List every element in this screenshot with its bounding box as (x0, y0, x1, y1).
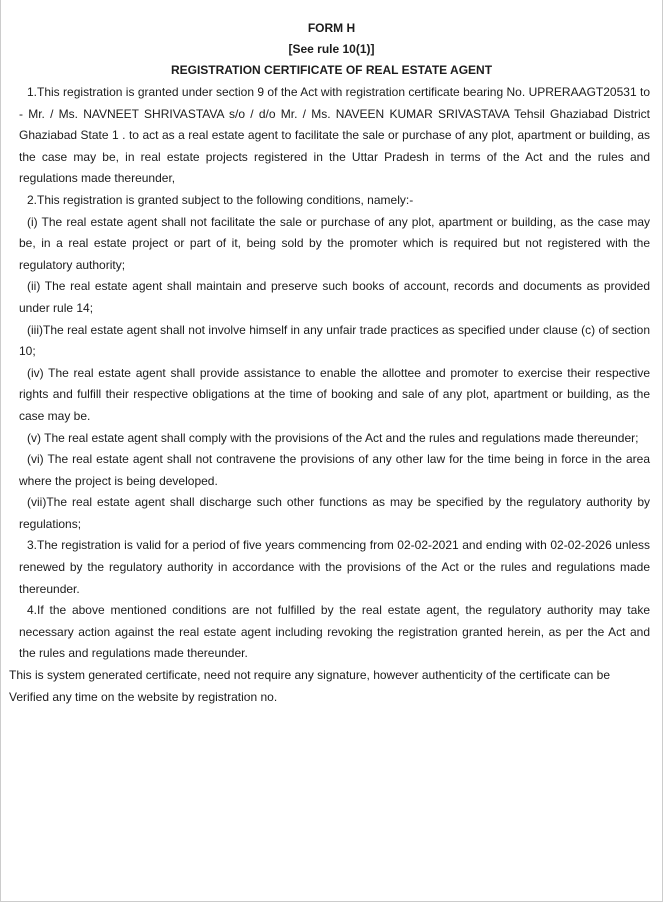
paragraph-condition-vii: (vii)The real estate agent shall discharge such other functions as may be specified by the regulatory authority by regulations; (19, 495, 650, 531)
paragraph-validity-period: 3.The registration is valid for a period of five years commencing from 02-02-2021 and ending with 02-02-2026 unless renewed by the regulatory authority in accordance with the provisions of the Act or the rules and regulations made thereunder. (19, 538, 650, 596)
system-generated-note: This is system generated certificate, need not require any signature, however authenticity of the certificate can be Verified any time on the website by registration no. (9, 668, 610, 704)
paragraph-condition-ii: (ii) The real estate agent shall maintain and preserve such books of account, records and documents as provided under rule 14; (19, 279, 650, 315)
paragraph-condition-v: (v) The real estate agent shall comply with the provisions of the Act and the rules and regulations made thereunder; (27, 430, 639, 445)
paragraph-registration-grant: 1.This registration is granted under section 9 of the Act with registration certificate bearing No. UPRERAAGT20531 to - Mr. / Ms. NAVNEET SHRIVASTAVA s/o / d/o Mr. / Ms. NAVEEN KUMAR SRIVASTAVA Tehsil Ghaziabad District Ghaziabad State 1 . to act as a real estate agent to facilitate the sale or purchase of any plot, apartment or building, as the case may be, in real estate projects registered in the Uttar Pradesh in terms of the Act and the rules and regulations made thereunder, (19, 85, 650, 186)
form-title: FORM H (307, 21, 356, 35)
paragraph-conditions-intro: 2.This registration is granted subject to the following conditions, namely:- (27, 192, 414, 207)
document-body (1, 81, 662, 708)
paragraph-condition-vi: (vi) The real estate agent shall not contravene the provisions of any other law for the time being in force in the area where the project is being developed. (19, 452, 650, 488)
paragraph-condition-iii: (iii)The real estate agent shall not involve himself in any unfair trade practices as specified under clause (c) of section 10; (19, 322, 650, 359)
rule-reference: [See rule 10(1)] (288, 42, 375, 56)
certificate-heading: REGISTRATION CERTIFICATE OF REAL ESTATE AGENT (170, 63, 493, 77)
paragraph-condition-iv: (iv) The real estate agent shall provide assistance to enable the allottee and promoter to exercise their respective rights and fulfill their respective obligations at the time of booking and sale of any plot, apartment or building, as the case may be. (19, 365, 650, 423)
paragraph-revocation: 4.If the above mentioned conditions are not fulfilled by the real estate agent, the regulatory authority may take necessary action against the real estate agent including revoking the registration granted herein, as per the Act and the rules and regulations made thereunder. (19, 603, 650, 661)
document-header (1, 0, 662, 81)
paragraph-condition-i: (i) The real estate agent shall not facilitate the sale or purchase of any plot, apartment or building, as the case may be, in a real estate project or part of it, being sold by the promoter which is required but not registered with the regulatory authority; (19, 214, 650, 272)
